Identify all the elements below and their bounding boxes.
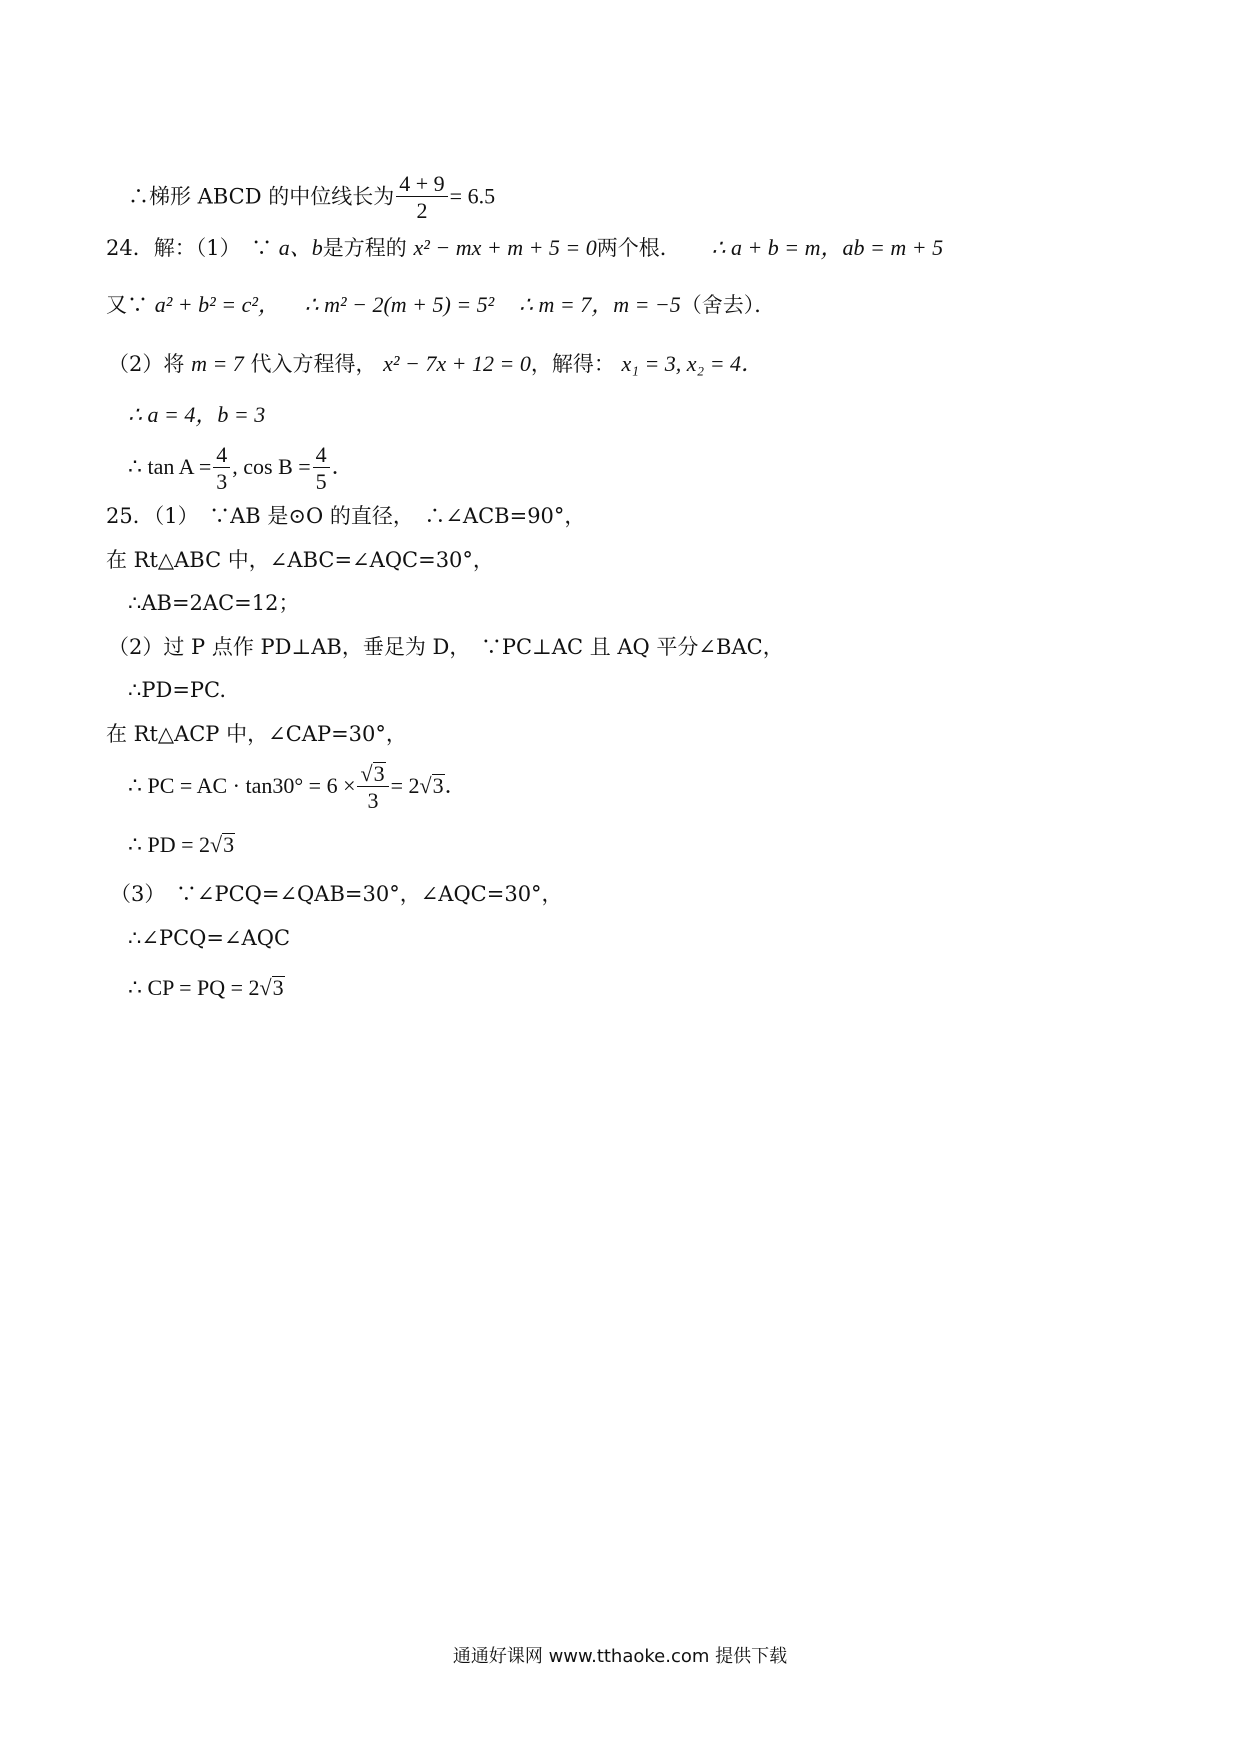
line-9: ∴AB=2AC=12；: [128, 591, 300, 615]
line-2: [106, 237, 943, 259]
fraction-sqrt3-over-3: $\frac{√3}{3}$: [357, 761, 388, 815]
substitution-equation: ∴ m² − 2(m + 5) = 5²: [304, 292, 495, 317]
line-7: 25．（1） ∵AB 是⊙O 的直径， ∴∠ACB=90°，: [106, 504, 586, 528]
roots: x₁ = 3, x₂ = 4．: [621, 351, 764, 376]
q24-suffix: 两个根．: [596, 236, 681, 260]
line-16: ∴∠PCQ=∠AQC: [128, 926, 291, 950]
pythagoras-equation: a² + b² = c²，: [154, 292, 280, 317]
line-3-prefix: 又∵: [106, 293, 148, 317]
line-3: [106, 294, 775, 316]
line-1-result: = 6.5: [449, 183, 496, 209]
fraction-4-over-5: $\frac{4}{5}$: [313, 442, 330, 496]
q24-vars: a、b: [278, 235, 323, 260]
fraction-4-over-3: $\frac{4}{3}$: [213, 442, 230, 496]
line-1: [128, 171, 495, 225]
line-12: 在 Rt△ACP 中，∠CAP=30°，: [106, 722, 407, 746]
sqrt-3-cp: √3: [259, 975, 284, 1000]
line-4-solve: ，解得：: [530, 352, 615, 376]
sqrt-3: √3: [360, 761, 385, 786]
m-equals-7: m = 7: [191, 351, 244, 376]
q24-label: 24．解：（1） ∵: [106, 236, 273, 260]
fraction-4-plus-9-over-2: $\frac{4 + 9}{2}$: [396, 171, 447, 225]
sqrt-3-pd: √3: [210, 832, 235, 857]
cos-expression: , cos B =: [232, 453, 311, 479]
line-11: ∴PD=PC.: [128, 678, 227, 702]
m-values: ∴ m = 7，m = −5: [518, 292, 681, 317]
line-6: ∴ tan A = $\frac{4}{3}$ , cos B = $\frac{4}{5}$ ．: [128, 442, 354, 495]
line-5: ∴ a = 4，b = 3: [128, 402, 266, 427]
line-17: ∴ CP = PQ = 2√3: [128, 975, 284, 1000]
page-footer: 通通好课网 www.tthaoke.com 提供下载: [452, 1646, 788, 1667]
q24-equation: x² − mx + m + 5 = 0: [413, 235, 597, 260]
sqrt-3-result: √3: [419, 772, 444, 798]
quadratic-equation: x² − 7x + 12 = 0: [383, 351, 531, 376]
line-15: （3） ∵∠PCQ=∠QAB=30°，∠AQC=30°，: [110, 882, 563, 906]
line-1-text: ∴梯形 ABCD 的中位线长为: [128, 184, 395, 209]
discard-note: （舍去）．: [680, 293, 776, 317]
line-4-prefix: （2）将: [108, 352, 185, 376]
line-4: [108, 353, 763, 375]
q24-mid: 是方程的: [322, 236, 407, 260]
line-13: ∴ PC = AC · tan30° = 6 × $\frac{√3}{3}$ = 2√3．: [128, 761, 467, 814]
line-8: 在 Rt△ABC 中，∠ABC=∠AQC=30°，: [106, 548, 494, 572]
tan-expression: ∴ tan A =: [128, 453, 212, 479]
line-4-mid: 代入方程得，: [250, 352, 377, 376]
pc-expression: ∴ PC = AC · tan30° = 6 ×: [128, 772, 356, 798]
q24-conclusion: ∴ a + b = m，ab = m + 5: [711, 235, 944, 260]
line-10: （2）过 P 点作 PD⊥AB，垂足为 D， ∵PC⊥AC 且 AQ 平分∠BAC，: [108, 635, 784, 659]
line-14: ∴ PD = 2√3: [128, 832, 235, 857]
